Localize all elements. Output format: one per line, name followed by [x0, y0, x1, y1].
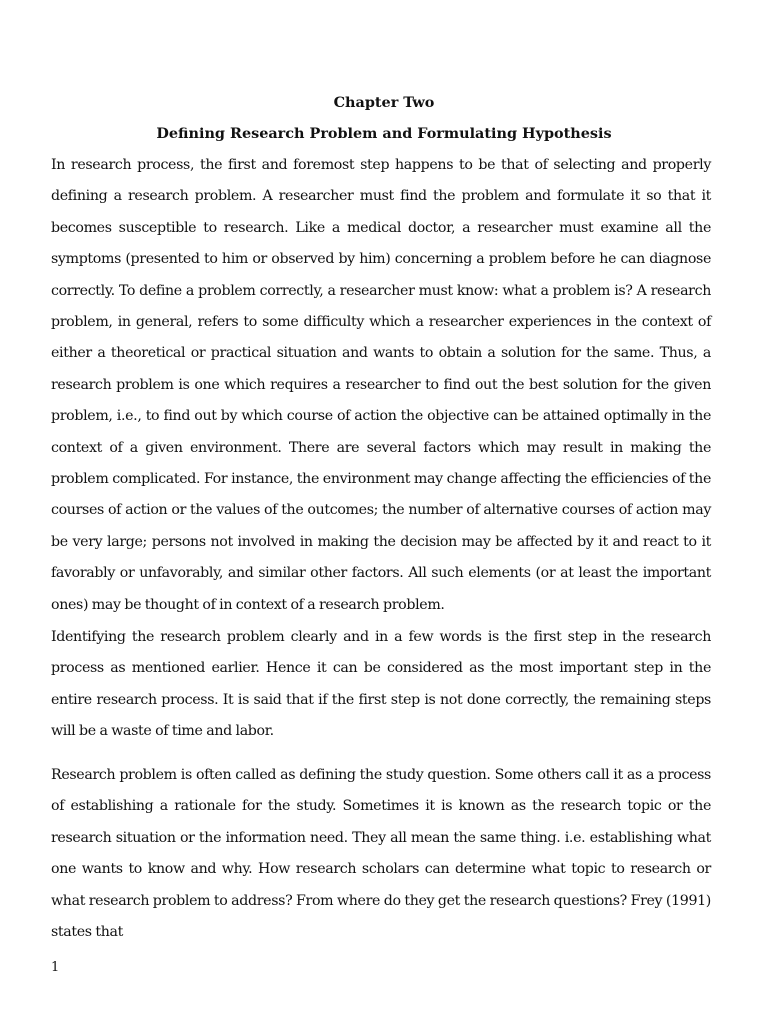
paragraph-identifying-problem: Identifying the research problem clearly and in a few words is the first step in the research process as mentioned earlier. Hence it can be considered as the most important step in the entire research process. It is said that if the first step is not done correctly, the remaining steps will be a waste of time and labor.	[51, 629, 711, 740]
section-title: Defining Research Problem and Formulating Hypothesis	[156, 125, 612, 142]
page-number: 1	[51, 960, 60, 975]
chapter-title: Chapter Two	[333, 94, 435, 111]
paragraph-research-process: In research process, the first and foremost step happens to be that of selecting and properly defining a research problem. A researcher must find the problem and formulate it so that it becomes susceptible to research. Like a medical doctor, a researcher must examine all the symptoms (presented to him or observed by him) concerning a problem before he can diagnose correctly. To define a problem correctly, a researcher must know: what a problem is? A research problem, in general, refers to some difficulty which a researcher experiences in the context of either a theoretical or practical situation and wants to obtain a solution for the same. Thus, a research problem is one which requires a researcher to find out the best solution for the given problem, i.e., to find out by which course of action the objective can be attained optimally in the context of a given environment. There are several factors which may result in making the problem complicated. For instance, the environment may change affecting the efficiencies of the courses of action or the values of the outcomes; the number of alternative courses of action may be very large; persons not involved in making the decision may be affected by it and react to it favorably or unfavorably, and similar other factors. All such elements (or at least the important ones) may be thought of in context of a research problem.	[51, 157, 711, 613]
paragraph-study-question: Research problem is often called as defining the study question. Some others call it as a process of establishing a rationale for the study. Sometimes it is known as the research topic or the research situation or the information need. They all mean the same thing. i.e. establishing what one wants to know and why. How research scholars can determine what topic to research or what research problem to address? From where do they get the research questions? Frey (1991) states that	[51, 767, 711, 941]
